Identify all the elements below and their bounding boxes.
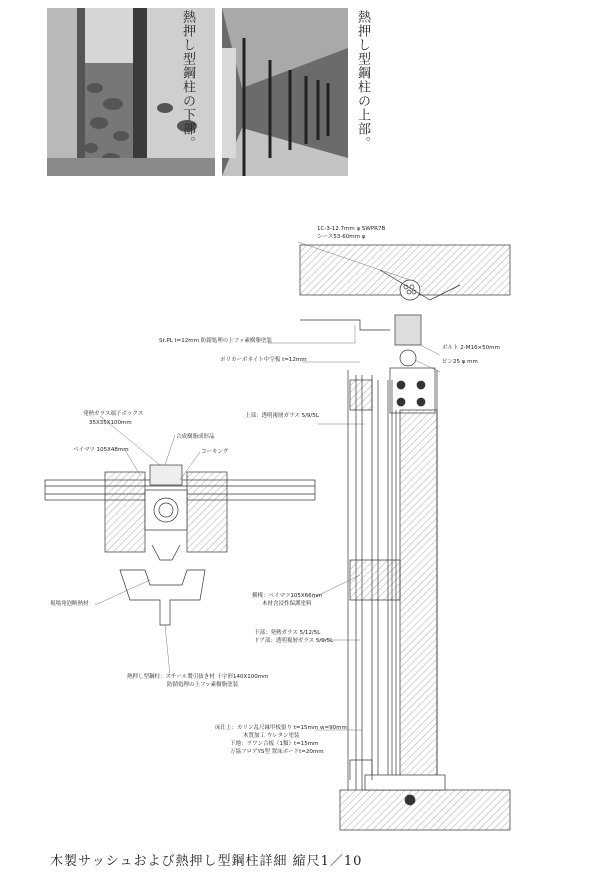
lower-glass-label: 下部：発熱ガラス 5/12/5L: [254, 630, 321, 636]
caulking-label: コーキング: [201, 449, 229, 455]
floor-finish-label: 床仕上：カリン乱尺縁甲板張り t=15mm w=90mm: [215, 725, 347, 731]
pin-label: ピン25 φ mm: [442, 359, 478, 365]
frame-finish-label: 木材含浸性保護塗料: [262, 601, 312, 607]
frame-label: 横桟：ベイマツ105X66mm: [252, 593, 323, 599]
cable-label: 1C-3-12.7mm φ SWPR7B: [317, 226, 386, 232]
glass-box-label: 発熱ガラス端子ボックス: [83, 411, 144, 417]
resin-label: 合成樹脂成形品: [176, 434, 215, 440]
left-photo-caption: 熱押し型鋼柱の下部。: [180, 10, 195, 150]
steel-plate-label: St.PL t=12mm 防錆処理の上フッ素樹脂塗装: [159, 338, 272, 344]
bolt-label: ボルト 2-M16×50mm: [442, 345, 500, 351]
drawing-title: 木製サッシュおよび熱押し型鋼柱詳細 縮尺1／10: [50, 854, 363, 869]
right-photo-caption: 熱押し型鋼柱の上部。: [355, 10, 370, 150]
glass-box-size-label: 35X35X100mm: [89, 420, 132, 426]
door-glass-label: ドア部：透明複層ガラス 5/9/5L: [254, 638, 334, 644]
upper-glass-label: 上部：透明複層ガラス 5/9/5L: [245, 413, 319, 419]
column-finish-label: 防錆処理の上フッ素樹脂塗装: [167, 682, 239, 688]
column-spec-label: 熱押し型鋼柱：スチール製引抜き材 十字形140X100mm: [127, 674, 269, 680]
floor-base-label: 下地：ラワン合板（1類）t=15mm: [230, 741, 319, 747]
column-top-photo: [222, 8, 348, 176]
foam-label: 現場発泡断熱材: [50, 601, 89, 607]
beimatsu-label: ベイマツ 105X48mm: [73, 447, 129, 453]
floor-coating-label: 木質加工 ウレタン塗装: [243, 733, 300, 739]
floor-system-label: 万協フロアYS型 置床ボードt=20mm: [230, 749, 324, 755]
sheath-label: シース53-60mm φ: [317, 234, 366, 240]
polycarbonate-label: ポリカーボネイト中空板 t=12mm: [220, 357, 307, 363]
